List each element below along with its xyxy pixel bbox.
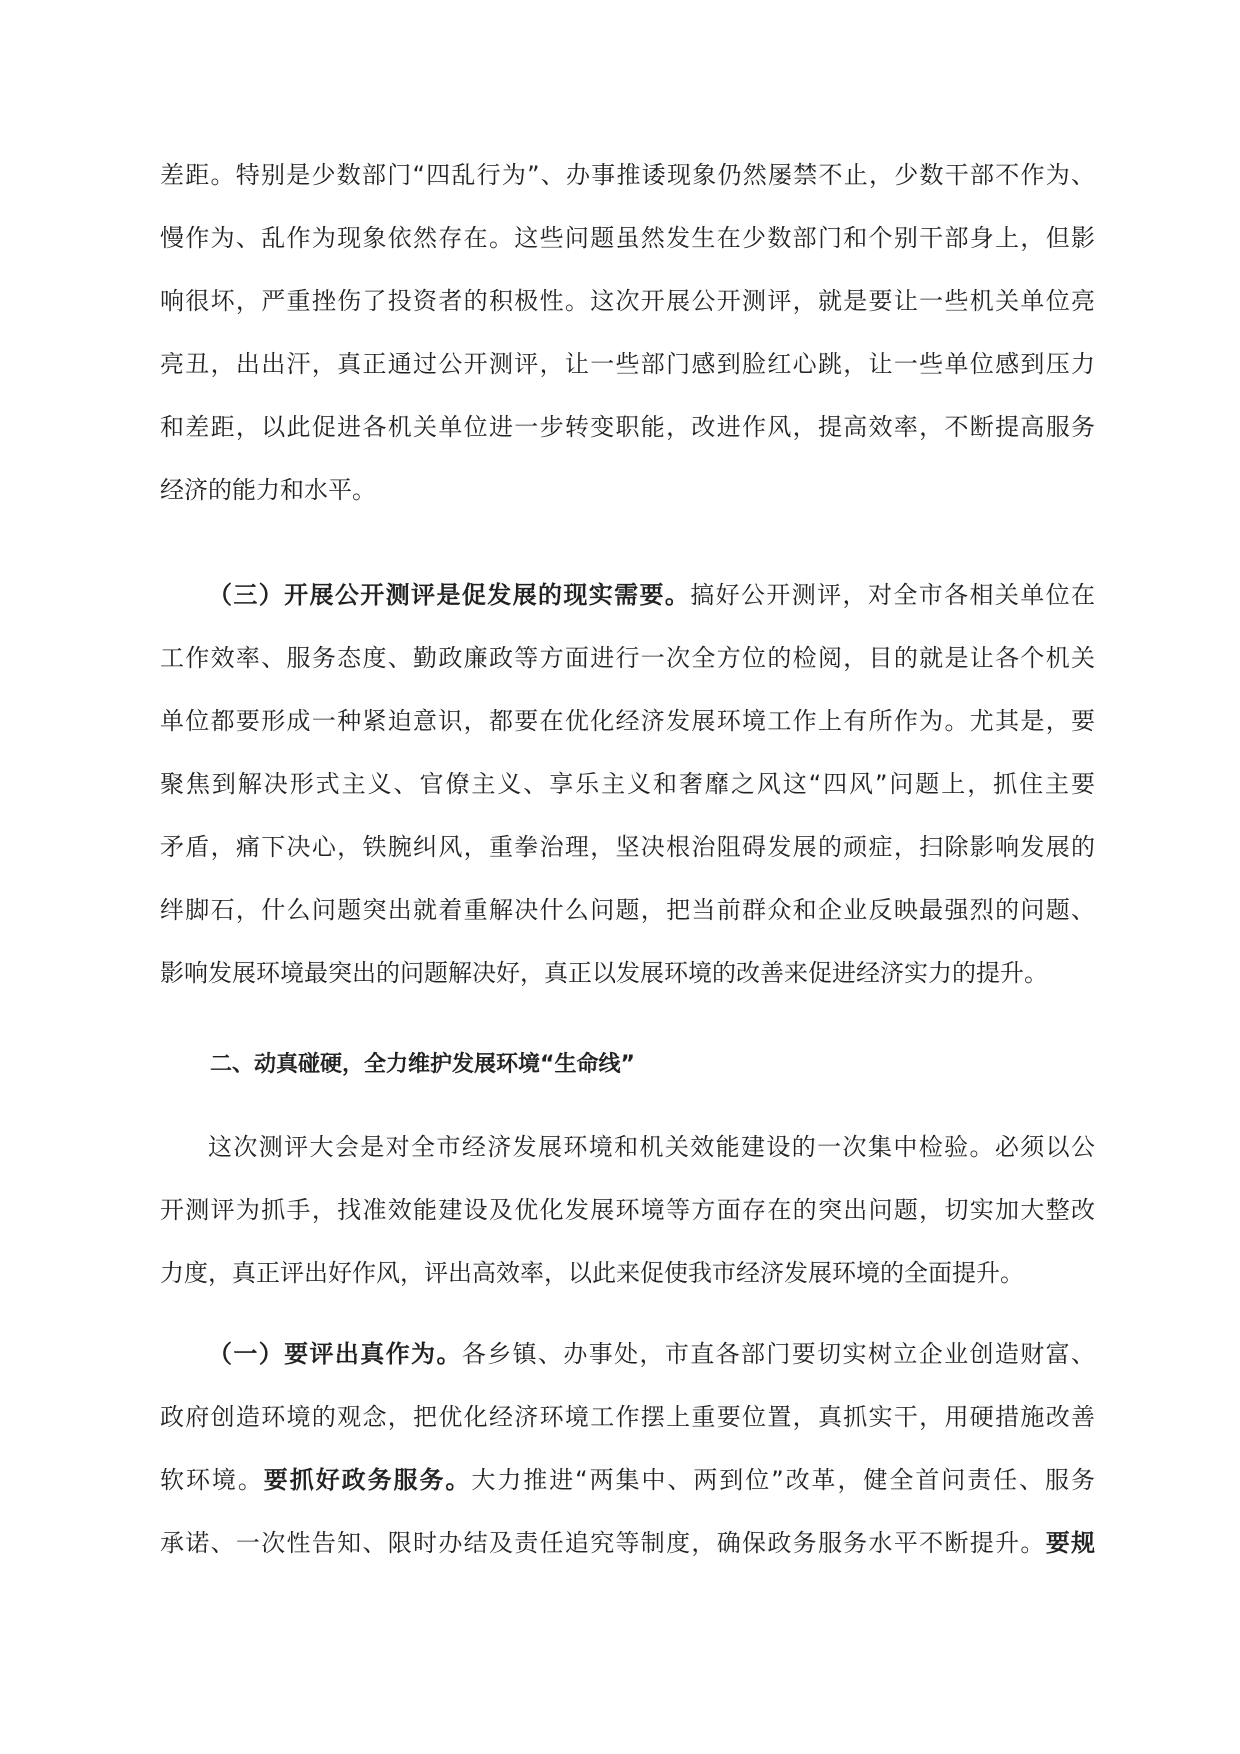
- para2-line-5: 矛盾，痛下决心，铁腕纠风，重拳治理，坚决根治阻碍发展的顽症，扫除影响发展的: [160, 833, 1095, 861]
- para1-line-2: 慢作为、乱作为现象依然存在。这些问题虽然发生在少数部门和个别干部身上，但影: [160, 224, 1095, 252]
- para4-line4-pre: 承诺、一次性告知、限时办结及责任追究等制度，确保政务服务水平不断提升。: [160, 1529, 1046, 1557]
- para4-line3-bold: 要抓好政务服务。: [263, 1466, 472, 1494]
- para3-line-1: 这次测评大会是对全市经济发展环境和机关效能建设的一次集中检验。必须以公: [208, 1133, 1095, 1161]
- para1-line-6: 经济的能力和水平。: [160, 476, 376, 504]
- para4-line3-post: 大力推进“两集中、两到位”改革，健全首问责任、服务: [471, 1466, 1095, 1494]
- para4-line-3: [160, 1460, 1095, 1500]
- para1-line-1: 差距。特别是少数部门“四乱行为”、办事推诿现象仍然屡禁不止，少数干部不作为、: [160, 161, 1095, 189]
- para1-line-3: 响很坏，严重挫伤了投资者的积极性。这次开展公开测评，就是要让一些机关单位亮: [160, 287, 1095, 315]
- para2-line-3: 单位都要形成一种紧迫意识，都要在优化经济发展环境工作上有所作为。尤其是，要: [160, 707, 1095, 735]
- para4-line4-bold: 要规: [1045, 1529, 1095, 1557]
- para4-line-4: [160, 1523, 1095, 1563]
- para4-line3-pre: 软环境。: [160, 1466, 264, 1494]
- para2-line-4: 聚焦到解决形式主义、官僚主义、享乐主义和奢靡之风这“四风”问题上，抓住主要: [160, 770, 1095, 798]
- para3-line-2: 开测评为抓手，找准效能建设及优化发展环境等方面存在的突出问题，切实加大整改: [160, 1196, 1095, 1224]
- para2-line-1: [208, 575, 1095, 615]
- para1-line-4: 亮丑，出出汗，真正通过公开测评，让一些部门感到脸红心跳，让一些单位感到压力: [160, 350, 1095, 378]
- para2-line-2: 工作效率、服务态度、勤政廉政等方面进行一次全方位的检阅，目的就是让各个机关: [160, 644, 1095, 672]
- para2-line-6: 绊脚石，什么问题突出就着重解决什么问题，把当前群众和企业反映最强烈的问题、: [160, 896, 1095, 924]
- para4-bold-lead: （一）要评出真作为。: [208, 1340, 462, 1368]
- para2-line-7: 影响发展环境最突出的问题解决好，真正以发展环境的改善来促进经济实力的提升。: [160, 959, 1048, 987]
- para4-lead-rest: 各乡镇、办事处，市直各部门要切实树立企业创造财富、: [461, 1340, 1095, 1368]
- section-heading: 二、动真碰硬，全力维护发展环境“生命线”: [210, 1052, 635, 1077]
- para1-line-5: 和差距，以此促进各机关单位进一步转变职能，改进作风，提高效率，不断提高服务: [160, 413, 1095, 441]
- para3-line-3: 力度，真正评出好作风，评出高效率，以此来促使我市经济发展环境的全面提升。: [160, 1259, 1024, 1287]
- para4-line-2: 政府创造环境的观念，把优化经济环境工作摆上重要位置，真抓实干，用硬措施改善: [160, 1403, 1095, 1431]
- para2-bold-lead: （三）开展公开测评是促发展的现实需要。: [208, 581, 691, 609]
- para2-lead-rest: 搞好公开测评，对全市各相关单位在: [690, 581, 1095, 609]
- para4-line-1: [208, 1334, 1095, 1374]
